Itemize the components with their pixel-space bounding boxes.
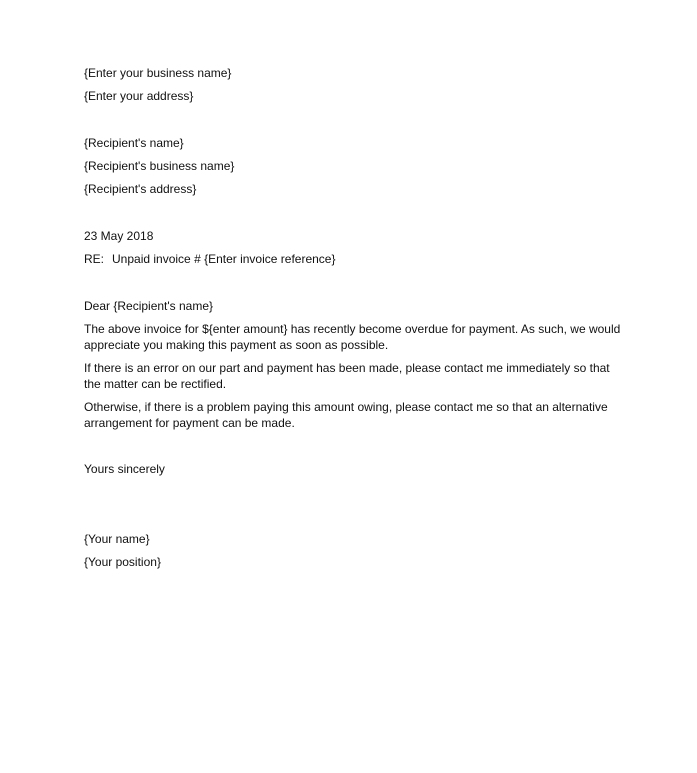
invoice-reminder-letter — [84, 65, 629, 570]
signature-name: {Your name} — [84, 532, 150, 546]
sender-address: {Enter your address} — [84, 89, 194, 103]
body-paragraph-1: The above invoice for ${enter amount} has recently become overdue for payment. As such, we would appreciate you making this payment as soon as possible. — [84, 322, 621, 352]
sender-business-name: {Enter your business name} — [84, 66, 232, 80]
sender-block — [84, 65, 629, 104]
letter-body — [84, 298, 629, 431]
body-paragraph-2: If there is an error on our part and payment has been made, please contact me immediately so that the matter can be rectified. — [84, 361, 610, 391]
body-paragraph-3: Otherwise, if there is a problem paying this amount owing, please contact me so that an alternative arrangement for payment can be made. — [84, 400, 608, 430]
recipient-business-name: {Recipient's business name} — [84, 159, 235, 173]
salutation: Dear {Recipient's name} — [84, 299, 214, 313]
closing-block — [84, 461, 629, 477]
signature-position: {Your position} — [84, 555, 161, 569]
recipient-block — [84, 135, 629, 197]
closing: Yours sincerely — [84, 462, 165, 476]
subject-line — [84, 251, 629, 267]
signature-block — [84, 531, 629, 570]
subject-text: Unpaid invoice # {Enter invoice reference} — [112, 252, 336, 266]
date-subject-block — [84, 228, 629, 267]
letter-date: 23 May 2018 — [84, 229, 154, 243]
subject-label: RE: — [84, 252, 105, 266]
recipient-name: {Recipient's name} — [84, 136, 184, 150]
recipient-address: {Recipient's address} — [84, 182, 197, 196]
